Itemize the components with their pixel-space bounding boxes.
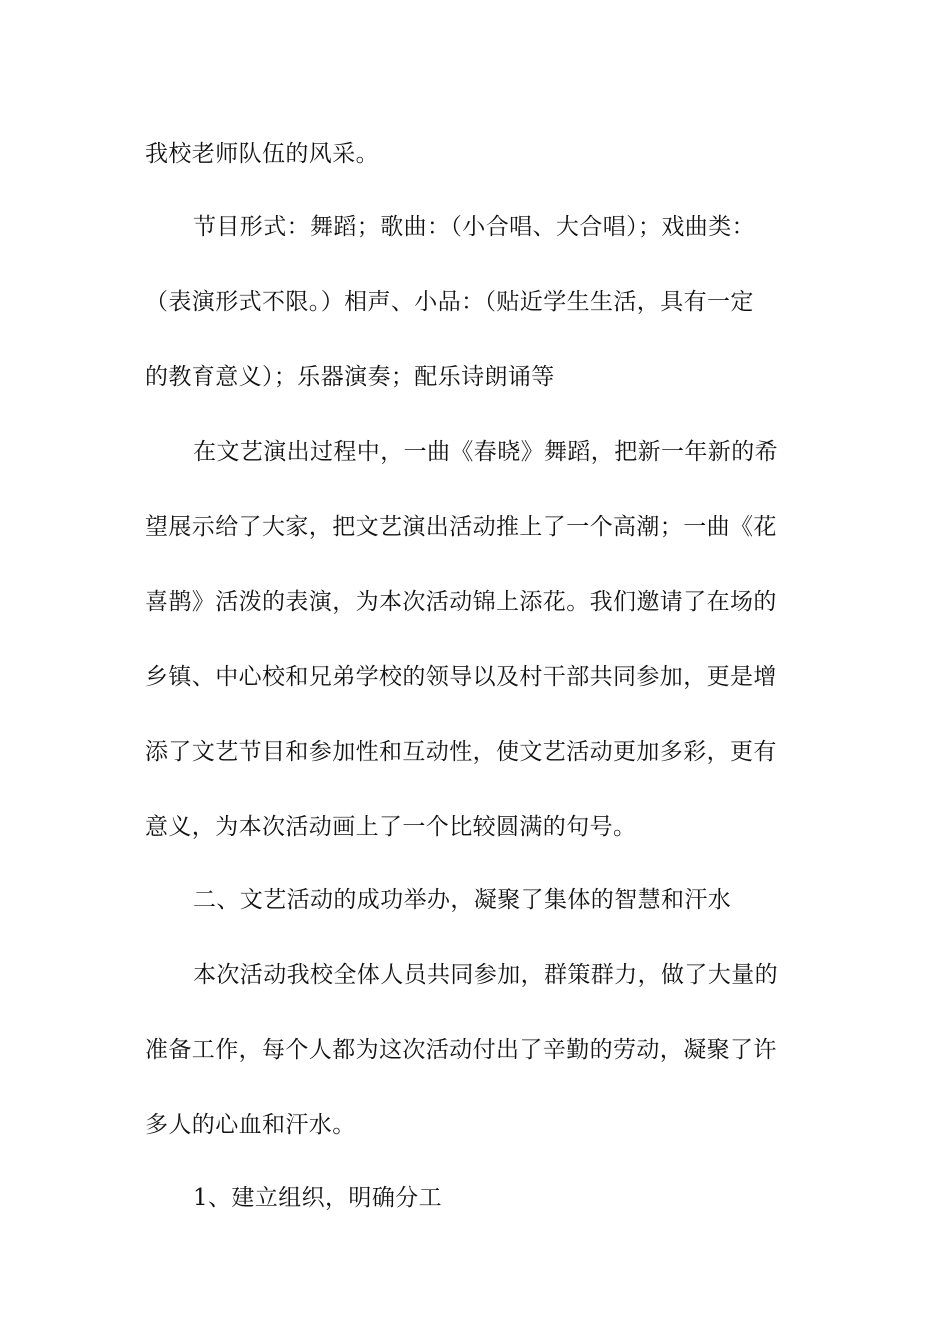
- text-line: 我校老师队伍的风采。: [145, 141, 379, 167]
- text-line: 意义，为本次活动画上了一个比较圆满的句号。: [145, 814, 637, 840]
- text-line: （表演形式不限。）相声、小品：（贴近学生生活，具有一定: [145, 289, 754, 315]
- paragraph-performance: 在文艺演出过程中，一曲《春晓》舞蹈，把新一年新的希: [193, 439, 778, 465]
- text-line: 望展示给了大家，把文艺演出活动推上了一个高潮；一曲《花: [145, 514, 777, 540]
- subsection-heading: 1、建立组织，明确分工: [193, 1185, 443, 1211]
- section-heading: 二、文艺活动的成功举办，凝聚了集体的智慧和汗水: [193, 887, 732, 913]
- text-line: 添了文艺节目和参加性和互动性，使文艺活动更加多彩，更有: [145, 739, 777, 765]
- text-line: 的教育意义）；乐器演奏；配乐诗朗诵等: [145, 364, 555, 390]
- paragraph-participation: 本次活动我校全体人员共同参加，群策群力，做了大量的: [193, 962, 778, 988]
- paragraph-program-forms: 节目形式：舞蹈；歌曲：（小合唱、大合唱）；戏曲类：: [193, 214, 755, 240]
- text-line: 多人的心血和汗水。: [145, 1112, 356, 1138]
- text-line: 准备工作，每个人都为这次活动付出了辛勤的劳动，凝聚了许: [145, 1037, 777, 1063]
- text-line: 乡镇、中心校和兄弟学校的领导以及村干部共同参加，更是增: [145, 664, 777, 690]
- text-line: 喜鹊》活泼的表演，为本次活动锦上添花。我们邀请了在场的: [145, 589, 777, 615]
